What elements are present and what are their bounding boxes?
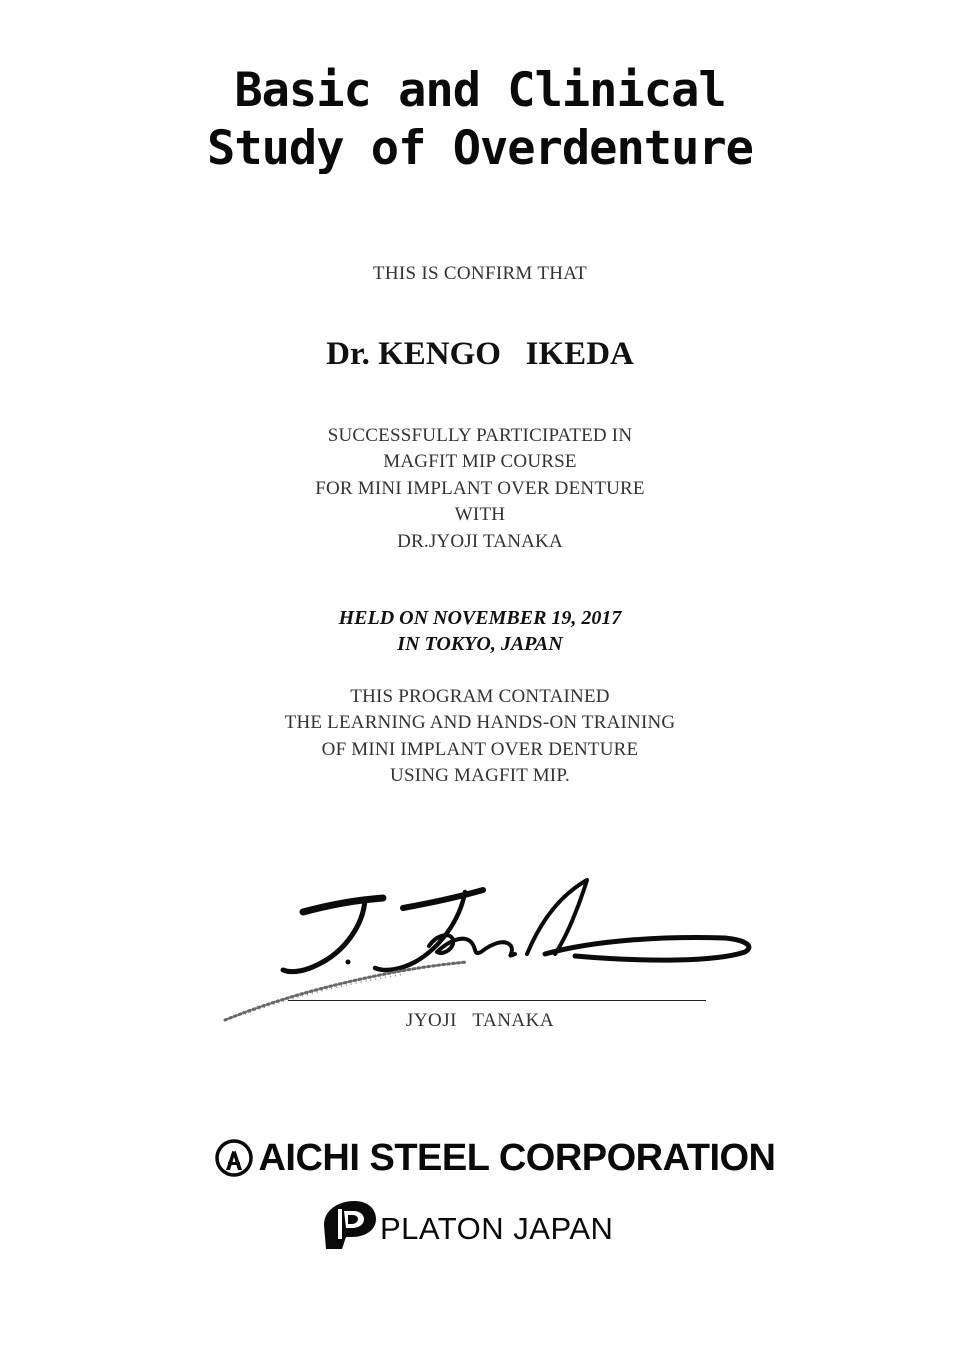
handwritten-signature xyxy=(215,870,775,1030)
platon-japan-sponsor xyxy=(318,1196,698,1252)
recipient-name: Dr. KENGO IKEDA xyxy=(326,336,634,372)
participation-line: FOR MINI IMPLANT OVER DENTURE xyxy=(315,477,645,499)
platon-logo-icon xyxy=(318,1197,378,1251)
confirm-statement: THIS IS CONFIRM THAT xyxy=(372,263,588,284)
signer-name: JYOJI TANAKA xyxy=(405,1010,555,1031)
certificate-title xyxy=(0,62,960,178)
participation-block xyxy=(0,423,960,555)
participation-line: SUCCESSFULLY PARTICIPATED IN xyxy=(327,425,633,446)
signature-line xyxy=(288,1000,706,1001)
program-description xyxy=(0,684,960,790)
platon-japan-name: PLATON JAPAN xyxy=(380,1211,614,1246)
aichi-steel-name: AICHI STEEL CORPORATION xyxy=(258,1136,776,1179)
participation-line: WITH xyxy=(454,504,506,526)
participation-line: DR.JYOJI TANAKA xyxy=(397,530,563,552)
title-line-1: Basic and Clinical xyxy=(234,63,726,118)
participation-line: MAGFIT MIP COURSE xyxy=(383,451,577,473)
event-details xyxy=(0,605,960,657)
program-line: THIS PROGRAM CONTAINED xyxy=(350,686,610,707)
title-line-2: Study of Overdenture xyxy=(207,121,753,176)
program-line: OF MINI IMPLANT OVER DENTURE xyxy=(321,738,639,760)
aichi-steel-sponsor xyxy=(195,1130,795,1186)
event-date: HELD ON NOVEMBER 19, 2017 xyxy=(338,607,622,629)
aichi-steel-logo-icon xyxy=(214,1138,254,1178)
program-line: USING MAGFIT MIP. xyxy=(390,765,570,787)
event-location: IN TOKYO, JAPAN xyxy=(397,633,563,655)
program-line: THE LEARNING AND HANDS-ON TRAINING xyxy=(284,712,676,734)
